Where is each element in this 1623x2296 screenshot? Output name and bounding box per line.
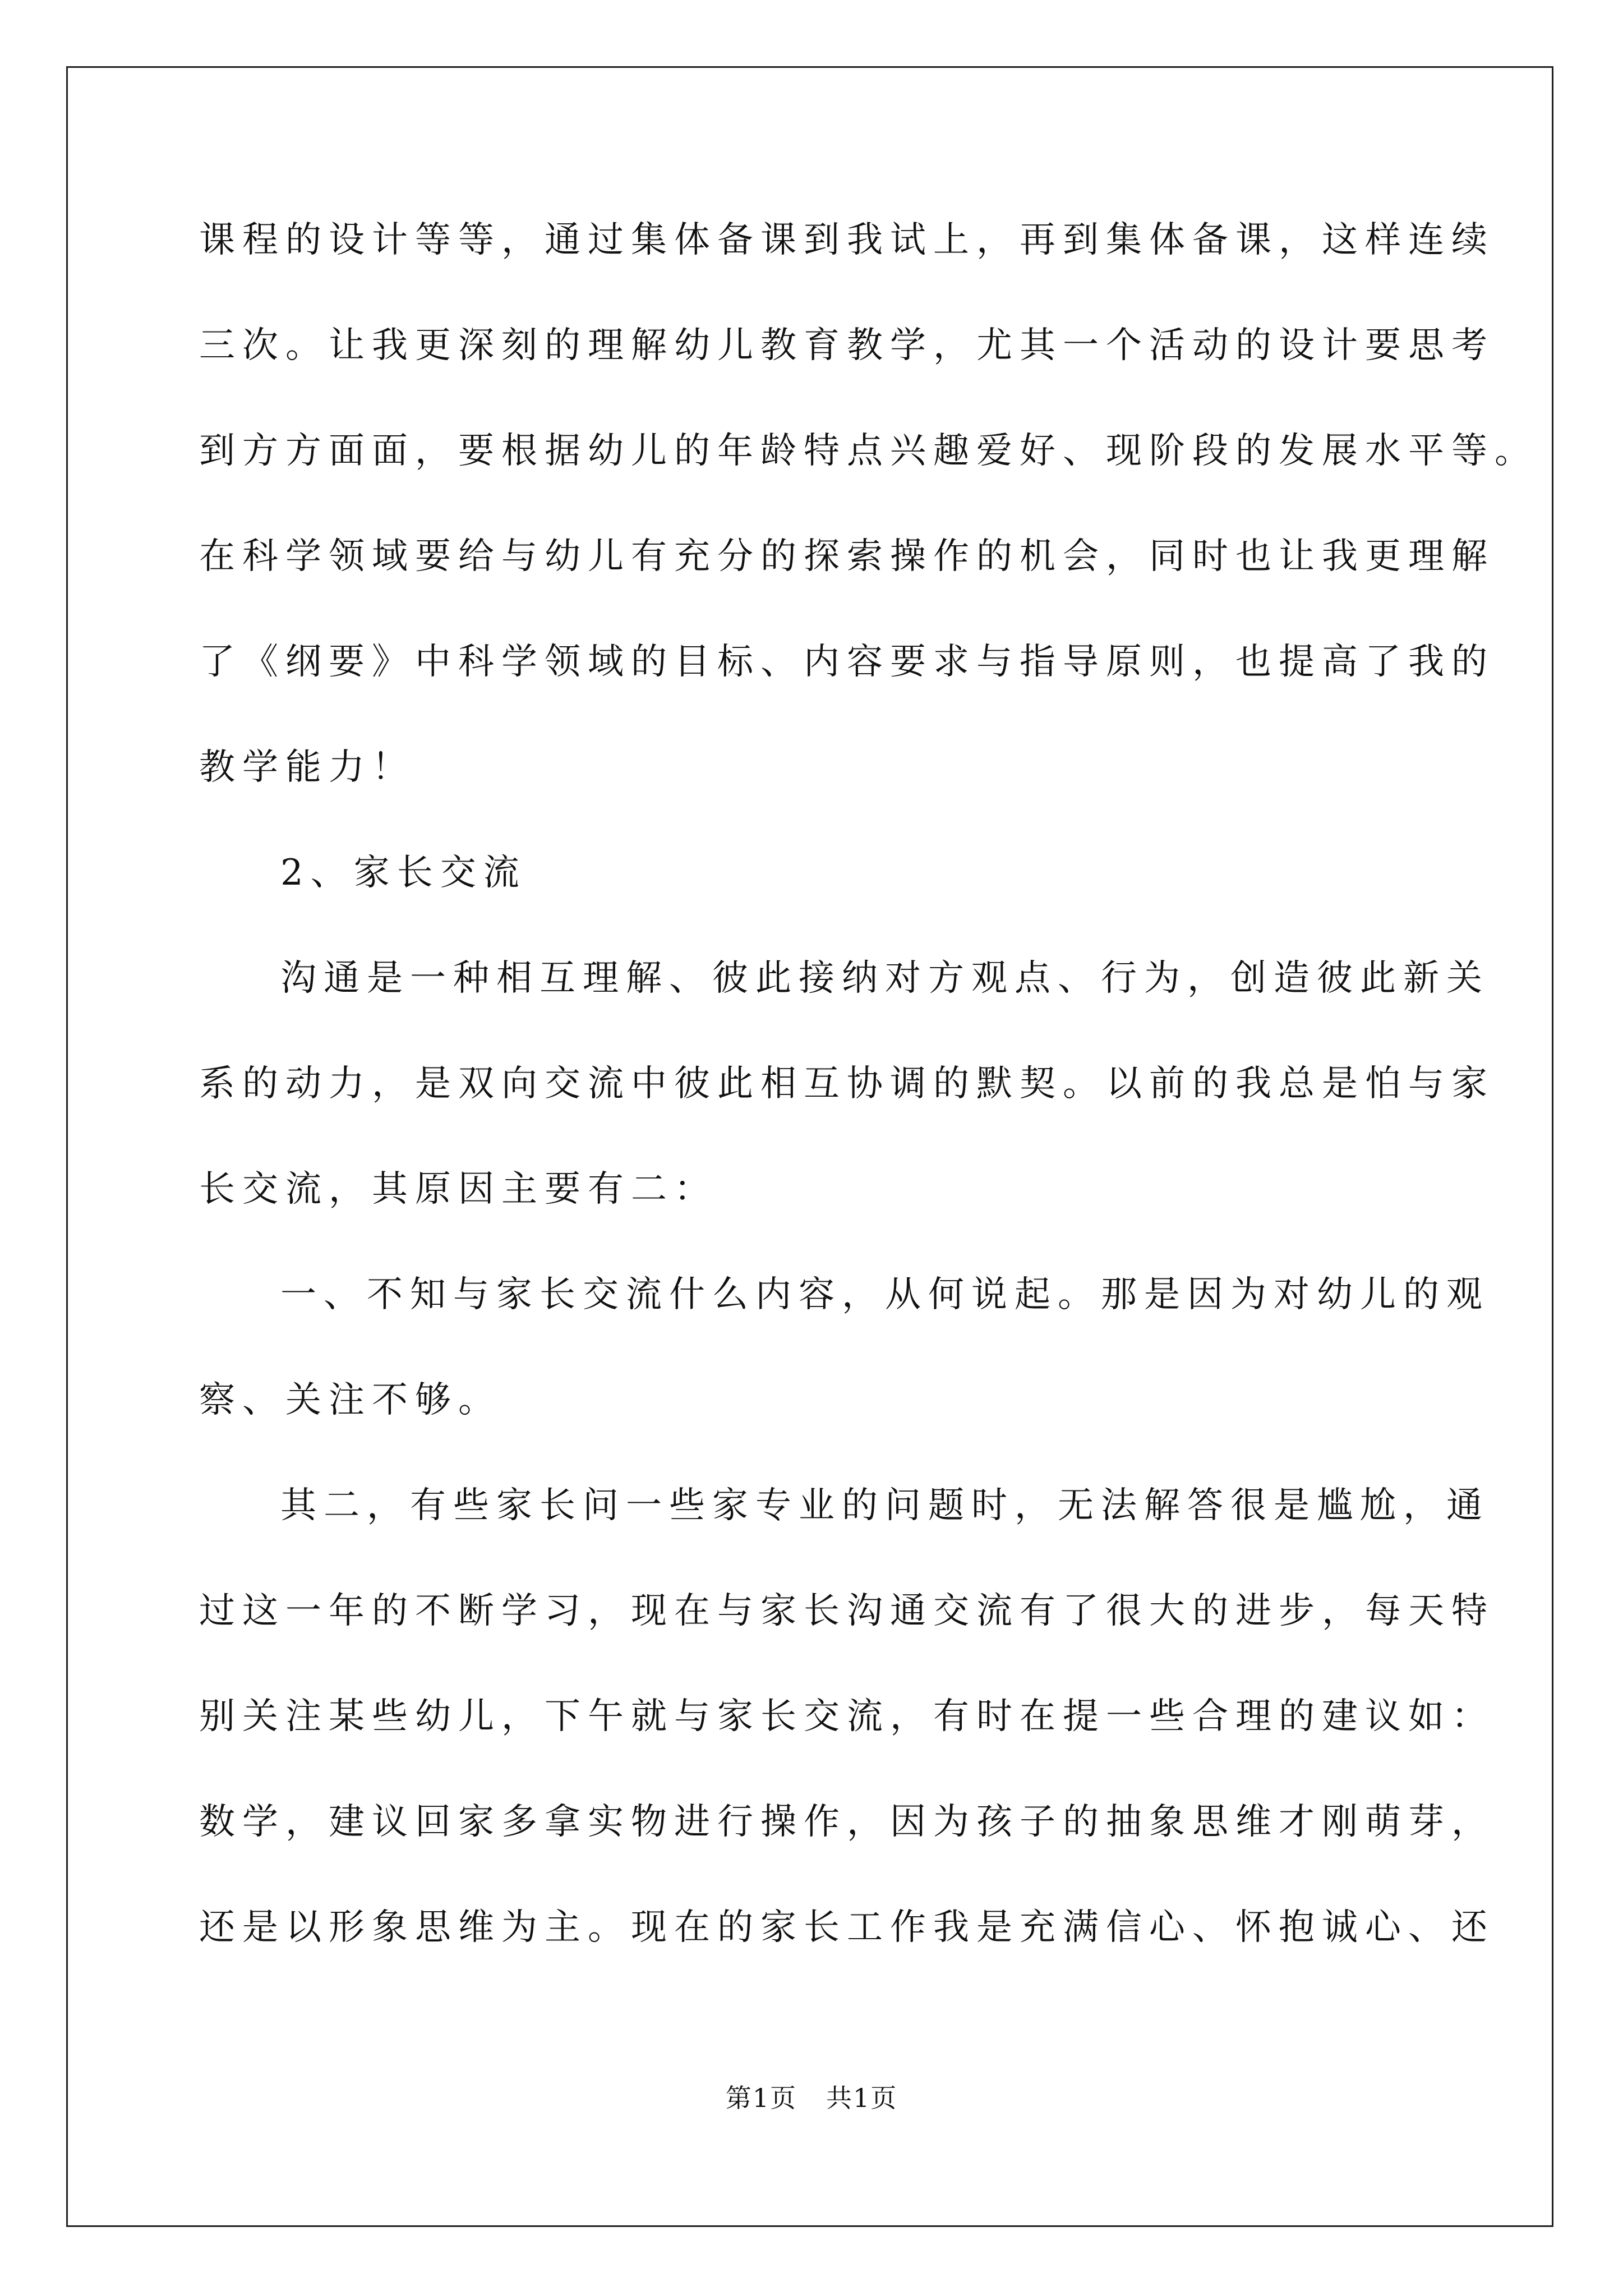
text-line: 到方方面面，要根据幼儿的年龄特点兴趣爱好、现阶段的发展水平等。	[199, 430, 1538, 472]
page-total: 共1页	[826, 2083, 898, 2113]
text-line: 课程的设计等等，通过集体备课到我试上，再到集体备课，这样连续	[199, 219, 1495, 261]
text-line: 还是以形象思维为主。现在的家长工作我是充满信心、怀抱诚心、还	[199, 1907, 1495, 1948]
text-line: 察、关注不够。	[199, 1379, 501, 1421]
section-heading: 2、家长交流	[280, 852, 527, 894]
text-line: 长交流，其原因主要有二：	[199, 1168, 717, 1210]
text-line: 系的动力，是双向交流中彼此相互协调的默契。以前的我总是怕与家	[199, 1063, 1495, 1105]
text-line: 沟通是一种相互理解、彼此接纳对方观点、行为，创造彼此新关	[280, 958, 1490, 999]
text-line: 过这一年的不断学习，现在与家长沟通交流有了很大的进步，每天特	[199, 1590, 1495, 1632]
text-line: 了《纲要》中科学领域的目标、内容要求与指导原则，也提高了我的	[199, 641, 1495, 683]
text-line: 别关注某些幼儿，下午就与家长交流，有时在提一些合理的建议如：	[199, 1696, 1495, 1737]
text-line: 一、不知与家长交流什么内容，从何说起。那是因为对幼儿的观	[280, 1274, 1490, 1315]
page-footer	[0, 2081, 1623, 2115]
text-line: 三次。让我更深刻的理解幼儿教育教学，尤其一个活动的设计要思考	[199, 325, 1495, 366]
document-body	[199, 214, 1538, 2007]
text-line: 数学，建议回家多拿实物进行操作，因为孩子的抽象思维才刚萌芽，	[199, 1801, 1495, 1843]
text-line: 其二，有些家长问一些家专业的问题时，无法解答很是尴尬，通	[280, 1485, 1490, 1526]
text-line: 在科学领域要给与幼儿有充分的探索操作的机会，同时也让我更理解	[199, 536, 1495, 577]
text-line: 教学能力！	[199, 747, 415, 788]
page-number: 第1页	[725, 2083, 797, 2113]
